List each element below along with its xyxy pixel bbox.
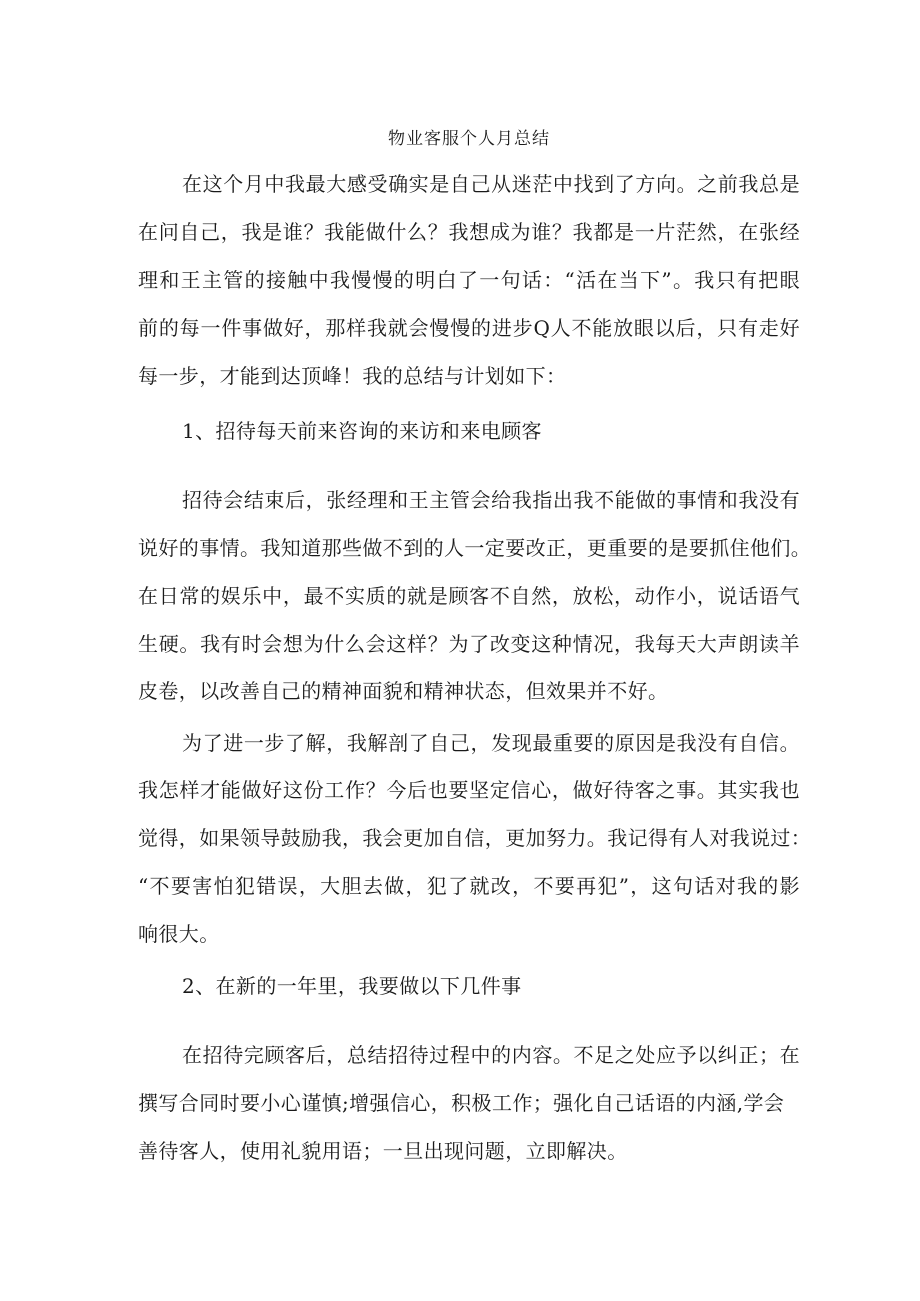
paragraph-1-line-2: 在问自己，我是谁？我能做什么？我想成为谁？我都是一片茫然，在张经 <box>138 220 800 244</box>
paragraph-3-line-3: 觉得，如果领导鼓励我，我会更加自信，更加努力。我记得有人对我说过： <box>138 826 812 850</box>
paragraph-4-line-3: 善待客人，使用礼貌用语；一旦出现问题，立即解决。 <box>138 1139 628 1163</box>
paragraph-3-line-5: 响很大。 <box>138 922 220 946</box>
section-heading-1: 1、招待每天前来咨询的来访和来电顾客 <box>182 419 542 443</box>
paragraph-1-line-5: 每一步，才能到达顶峰！我的总结与计划如下： <box>138 364 567 388</box>
section-heading-2: 2、在新的一年里，我要做以下几件事 <box>182 974 522 998</box>
paragraph-1-line-1: 在这个月中我最大感受确实是自己从迷茫中找到了方向。之前我总是 <box>182 172 800 196</box>
paragraph-2-line-1: 招待会结束后，张经理和王主管会给我指出我不能做的事情和我没有 <box>182 488 800 512</box>
document-title: 物业客服个人月总结 <box>388 129 550 149</box>
paragraph-2-line-5: 皮卷，以改善自己的精神面貌和精神状态，但效果并不好。 <box>138 679 669 703</box>
paragraph-2-line-3: 在日常的娱乐中，最不实质的就是顾客不自然，放松，动作小，说话语气 <box>138 584 800 608</box>
paragraph-1-line-3: 理和王主管的接触中我慢慢的明白了一句话：“活在当下”。我只有把眼 <box>138 268 800 292</box>
paragraph-1-line-4: 前的每一件事做好，那样我就会慢慢的进步Q人不能放眼以后，只有走好 <box>138 316 800 340</box>
paragraph-3-line-4: “不要害怕犯错误，大胆去做，犯了就改，不要再犯”，这句话对我的影 <box>138 874 800 898</box>
paragraph-2-line-2: 说好的事情。我知道那些做不到的人一定要改正，更重要的是要抓住他们。 <box>138 536 812 560</box>
paragraph-4-line-2: 撰写合同时要小心谨慎;增强信心，积极工作；强化自己话语的内涵,学会 <box>138 1091 785 1115</box>
paragraph-4-line-1: 在招待完顾客后，总结招待过程中的内容。不足之处应予以纠正；在 <box>182 1043 800 1067</box>
paragraph-3-line-1: 为了进一步了解，我解剖了自己，发现最重要的原因是我没有自信。 <box>182 731 800 755</box>
paragraph-2-line-4: 生硬。我有时会想为什么会这样？为了改变这种情况，我每天大声朗读羊 <box>138 632 800 656</box>
paragraph-3-line-2: 我怎样才能做好这份工作？今后也要坚定信心，做好待客之事。其实我也 <box>138 778 800 802</box>
